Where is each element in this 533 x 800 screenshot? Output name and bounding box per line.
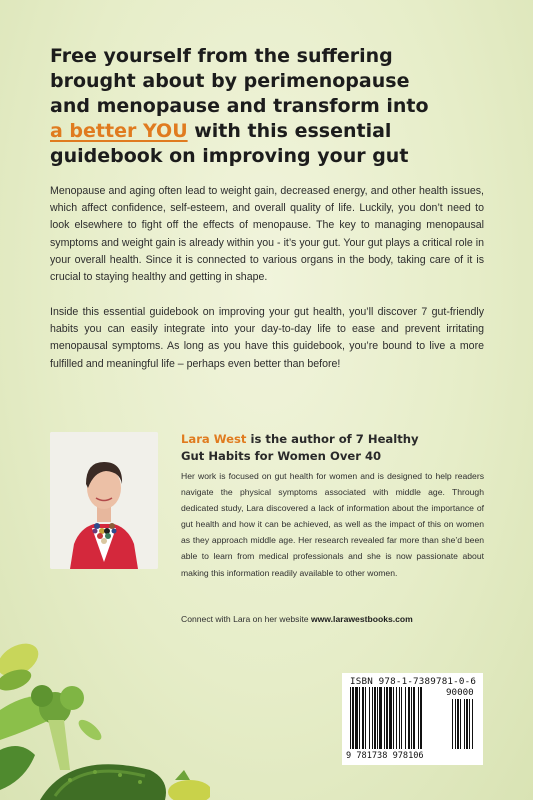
connect-text: Connect with Lara on her website xyxy=(181,614,311,624)
headline-line-4 xyxy=(50,119,490,144)
price-code: 90000 xyxy=(446,687,474,698)
headline-line-3: and menopause and transform into xyxy=(50,95,429,117)
author-photo xyxy=(50,432,158,569)
barcode-bars xyxy=(348,687,480,751)
headline-line-4-rest: with this essential xyxy=(187,120,392,142)
headline-line-2: brought about by perimenopause xyxy=(50,70,410,92)
author-bio: Her work is focused on gut health for women and is designed to help readers navigate the physical symptoms associated with middle age. Through dedicated study, Lara discovered a lack of information about the importance of gut health and how it can be achieved, as well as the impact of this on women as they approach middle age. Her research revealed far more than she’d been able to learn from medical professionals and she is now passionate about making this information readily available to other women. xyxy=(181,471,484,578)
description-paragraph-1: Menopause and aging often lead to weight gain, decreased energy, and other health issues, which affect confidence, self-esteem, and overall quality of life. Luckily, you don’t need to look elsewhere to fight off the effects of menopause. The key to managing menopausal symptoms and weight gain is already within you - it’s your gut. Your gut plays a critical role in your overall health. Since it is connected to various organs in the body, taking care of it is crucial to staying healthy and getting in shape. xyxy=(50,185,484,284)
headline-line-1: Free yourself from the suffering xyxy=(50,45,393,67)
description-paragraph-2: Inside this essential guidebook on improving your gut health, you’ll discover 7 gut-friendly habits you can easily integrate into your day-to-day life to ease and prevent irritating menopausal symptoms. As long as you have this guidebook, you’re bound to live a more fulfilled and meaningful life – perhaps even better than before! xyxy=(50,306,484,370)
book-title-part-1: 7 Healthy xyxy=(355,432,419,446)
isbn-number: ISBN 978-1-7389781-0-6 xyxy=(350,676,477,687)
author-name: Lara West xyxy=(181,432,247,446)
author-portrait-image xyxy=(50,432,158,569)
author-heading-line-1 xyxy=(181,431,481,448)
barcode xyxy=(342,673,483,765)
headline xyxy=(50,44,490,169)
author-connect xyxy=(181,612,491,626)
headline-highlight: a better YOU xyxy=(50,120,188,142)
headline-line-5: guidebook on improving your gut xyxy=(50,145,409,167)
book-title-part-2: Gut Habits for Women Over 40 xyxy=(181,449,382,463)
barcode-digits: 9 781738 978106 xyxy=(346,751,424,761)
vegetables-illustration xyxy=(0,620,210,800)
author-heading xyxy=(181,431,481,465)
author-title-mid: is the author of xyxy=(246,432,356,446)
website-link[interactable]: www.larawestbooks.com xyxy=(310,614,413,624)
